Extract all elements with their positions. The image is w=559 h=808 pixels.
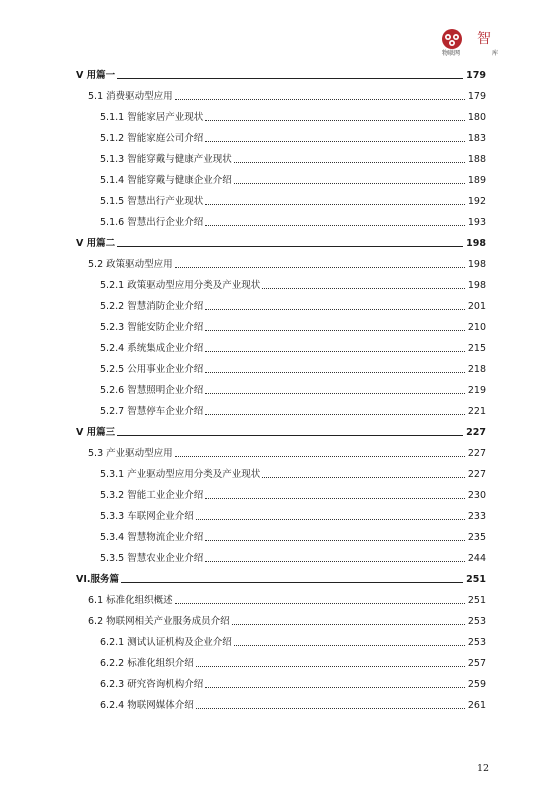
toc-page-number: 221 <box>467 406 486 417</box>
toc-entry-label: 5.2.3 智能安防企业介绍 <box>100 322 204 333</box>
toc-page-number: 257 <box>467 658 486 669</box>
toc-leader-dots <box>232 624 465 625</box>
toc-page-number: 201 <box>467 301 486 312</box>
toc-part-heading[interactable] <box>76 68 486 82</box>
toc-entry-label: 5.3.4 智慧物流企业介绍 <box>100 532 204 543</box>
toc-page-number: 188 <box>467 154 486 165</box>
toc-leader-dots <box>205 687 465 688</box>
toc-leader-dots <box>196 666 465 667</box>
toc-entry[interactable] <box>100 488 486 502</box>
logo-glyph: 智 <box>477 31 491 47</box>
toc-leader-dots <box>205 498 465 499</box>
toc-page-number: 244 <box>467 553 486 564</box>
toc-entry-label: 5.1 消费驱动型应用 <box>88 91 173 102</box>
toc-page-number: 218 <box>467 364 486 375</box>
toc-entry[interactable] <box>88 257 486 271</box>
logo-text: 物联网 <box>442 50 461 57</box>
toc-entry-label: 5.2 政策驱动型应用 <box>88 259 173 270</box>
toc-entry-label: 5.1.2 智能家庭公司介绍 <box>100 133 204 144</box>
toc-leader-dots <box>262 477 465 478</box>
toc-leader-dots <box>205 120 465 121</box>
toc-entry[interactable] <box>100 299 486 313</box>
toc-leader-dots <box>234 645 465 646</box>
toc-entry-label: 5.3.3 车联网企业介绍 <box>100 511 194 522</box>
toc-leader-dots <box>175 603 465 604</box>
toc-part-heading[interactable] <box>76 572 486 586</box>
toc-entry-label: 5.2.5 公用事业企业介绍 <box>100 364 204 375</box>
toc-entry[interactable] <box>100 278 486 292</box>
toc-leader-dots <box>234 162 465 163</box>
toc-part-heading[interactable] <box>76 236 486 250</box>
toc-page-number: 227 <box>467 469 486 480</box>
toc-entry[interactable] <box>100 194 486 208</box>
toc-entry-label: 5.3 产业驱动型应用 <box>88 448 173 459</box>
toc-entry-label: 5.2.4 系统集成企业介绍 <box>100 343 204 354</box>
toc-entry-label: 6.1 标准化组织概述 <box>88 595 173 606</box>
toc-page-number: 192 <box>467 196 486 207</box>
toc-entry[interactable] <box>100 656 486 670</box>
toc-entry[interactable] <box>100 341 486 355</box>
toc-entry-label: 5.2.1 政策驱动型应用分类及产业现状 <box>100 280 261 291</box>
toc-entry-label: 5.1.1 智能家居产业现状 <box>100 112 204 123</box>
toc-page-number: 215 <box>467 343 486 354</box>
toc-entry[interactable] <box>100 215 486 229</box>
toc-page-number: 261 <box>467 700 486 711</box>
toc-entry-label: 5.2.7 智慧停车企业介绍 <box>100 406 204 417</box>
toc-entry[interactable] <box>100 677 486 691</box>
toc-entry-label: 5.2.6 智慧照明企业介绍 <box>100 385 204 396</box>
toc-part-heading[interactable] <box>76 425 486 439</box>
toc-page-number: 227 <box>466 427 486 438</box>
toc-page-number: 219 <box>467 385 486 396</box>
toc-entry[interactable] <box>100 404 486 418</box>
toc-leader-dots <box>205 540 465 541</box>
toc-page-number: 198 <box>467 259 486 270</box>
toc-leader-dots <box>205 309 465 310</box>
toc-leader-dots <box>205 204 465 205</box>
toc-leader-dots <box>121 582 463 583</box>
toc-entry-label: V 用篇一 <box>76 70 116 81</box>
toc-leader-dots <box>117 78 463 79</box>
toc-entry[interactable] <box>88 593 486 607</box>
toc-entry[interactable] <box>88 614 486 628</box>
toc-entry-label: 5.1.5 智慧出行产业现状 <box>100 196 204 207</box>
toc-entry[interactable] <box>100 698 486 712</box>
toc-page-number: 233 <box>467 511 486 522</box>
toc-entry[interactable] <box>100 635 486 649</box>
toc-page-number: 251 <box>466 574 486 585</box>
toc-leader-dots <box>234 183 465 184</box>
toc-entry-label: 5.1.4 智能穿戴与健康企业介绍 <box>100 175 232 186</box>
toc-entry[interactable] <box>100 551 486 565</box>
toc-entry[interactable] <box>100 173 486 187</box>
toc-page-number: 180 <box>467 112 486 123</box>
toc-leader-dots <box>262 288 465 289</box>
toc-page-number: 179 <box>467 91 486 102</box>
toc-page-number: 253 <box>467 616 486 627</box>
toc-page-number: 230 <box>467 490 486 501</box>
toc-entry-label: VI.服务篇 <box>76 574 119 585</box>
toc-page-number: 251 <box>467 595 486 606</box>
toc-entry[interactable] <box>100 509 486 523</box>
toc-page-number: 210 <box>467 322 486 333</box>
toc-page-number: 198 <box>467 280 486 291</box>
toc-entry-label: 5.3.5 智慧农业企业介绍 <box>100 553 204 564</box>
toc-page-number: 259 <box>467 679 486 690</box>
toc-entry-label: 5.1.6 智慧出行企业介绍 <box>100 217 204 228</box>
toc-entry-label: 5.3.1 产业驱动型应用分类及产业现状 <box>100 469 261 480</box>
toc-leader-dots <box>205 330 465 331</box>
toc-entry-label: 6.2.3 研究咨询机构介绍 <box>100 679 204 690</box>
toc-leader-dots <box>175 99 465 100</box>
toc-page-number: 227 <box>467 448 486 459</box>
page-number: 12 <box>477 763 490 774</box>
toc-entry[interactable] <box>100 467 486 481</box>
toc-leader-dots <box>205 393 465 394</box>
toc-entry[interactable] <box>100 131 486 145</box>
toc-leader-dots <box>175 267 465 268</box>
toc-entry-label: V 用篇二 <box>76 238 116 249</box>
toc-leader-dots <box>175 456 465 457</box>
toc-leader-dots <box>117 246 463 247</box>
toc-page-number: 189 <box>467 175 486 186</box>
toc-entry[interactable] <box>100 530 486 544</box>
toc-entry[interactable] <box>100 110 486 124</box>
toc-entry-label: 5.1.3 智能穿戴与健康产业现状 <box>100 154 232 165</box>
toc-entry[interactable] <box>88 446 486 460</box>
toc-page-number: 198 <box>466 238 486 249</box>
toc-entry[interactable] <box>100 383 486 397</box>
toc-entry-label: 6.2.4 物联网媒体介绍 <box>100 700 194 711</box>
toc-leader-dots <box>205 225 465 226</box>
toc-entry[interactable] <box>100 152 486 166</box>
toc-entry-label: 5.2.2 智慧消防企业介绍 <box>100 301 204 312</box>
toc-entry-label: 6.2.1 测试认证机构及企业介绍 <box>100 637 232 648</box>
toc-leader-dots <box>205 561 465 562</box>
toc-page-number: 193 <box>467 217 486 228</box>
toc-leader-dots <box>196 708 465 709</box>
toc-leader-dots <box>205 372 465 373</box>
toc-entry-label: V 用篇三 <box>76 427 116 438</box>
toc-page-number: 253 <box>467 637 486 648</box>
toc-entry-label: 5.3.2 智能工业企业介绍 <box>100 490 204 501</box>
toc-page-number: 179 <box>466 70 486 81</box>
toc-leader-dots <box>205 414 465 415</box>
toc-leader-dots <box>205 141 465 142</box>
toc-entry[interactable] <box>88 89 486 103</box>
toc-entry[interactable] <box>100 362 486 376</box>
toc-entry-label: 6.2 物联网相关产业服务成员介绍 <box>88 616 230 627</box>
toc-leader-dots <box>196 519 465 520</box>
toc-page-number: 183 <box>467 133 486 144</box>
logo-suffix: 库 <box>492 50 499 57</box>
toc-entry-label: 6.2.2 标准化组织介绍 <box>100 658 194 669</box>
toc-leader-dots <box>205 351 465 352</box>
toc-leader-dots <box>117 435 463 436</box>
toc-page-number: 235 <box>467 532 486 543</box>
toc-entry[interactable] <box>100 320 486 334</box>
